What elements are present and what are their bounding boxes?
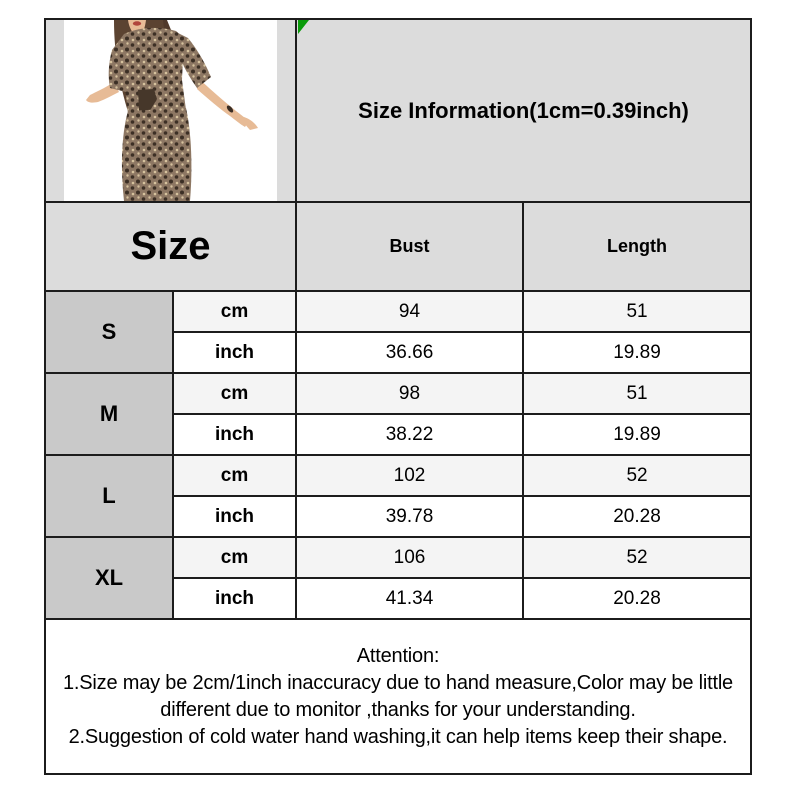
length-cm-s: 51 — [523, 291, 751, 332]
table-row-s-cm — [45, 291, 751, 332]
unit-inch-xl: inch — [173, 578, 296, 619]
attention-note-2: 2.Suggestion of cold water hand washing,it can help items keep their shape. — [68, 725, 728, 748]
attention-note-1: 1.Size may be 2cm/1inch inaccuracy due to hand measure,Color may be little different due to monitor ,thanks for your understanding. — [63, 671, 733, 721]
attention-cell — [45, 619, 751, 774]
table-row-m-cm — [45, 373, 751, 414]
unit-inch-m: inch — [173, 414, 296, 455]
attention-heading: Attention: — [356, 644, 440, 667]
length-cm-xl: 52 — [523, 537, 751, 578]
bust-cm-m: 98 — [296, 373, 523, 414]
bust-column-header: Bust — [296, 202, 523, 291]
size-information-title-cell — [296, 19, 751, 202]
product-photo-cell — [45, 19, 296, 202]
length-cm-m: 51 — [523, 373, 751, 414]
bust-cm-xl: 106 — [296, 537, 523, 578]
column-header-row — [45, 202, 751, 291]
size-label-xl: XL — [45, 537, 173, 619]
size-information-title: Size Information(1cm=0.39inch) — [358, 97, 689, 123]
size-column-header: Size — [45, 202, 296, 291]
unit-cm-s: cm — [173, 291, 296, 332]
attention-row — [45, 619, 751, 774]
length-cm-l: 52 — [523, 455, 751, 496]
size-info-sheet — [0, 18, 800, 800]
bust-inch-m: 38.22 — [296, 414, 523, 455]
bust-cm-l: 102 — [296, 455, 523, 496]
table-row-xl-cm — [45, 537, 751, 578]
size-chart-table — [44, 18, 752, 775]
green-corner-flag-icon — [298, 20, 309, 34]
length-inch-l: 20.28 — [523, 496, 751, 537]
bust-inch-xl: 41.34 — [296, 578, 523, 619]
bust-inch-l: 39.78 — [296, 496, 523, 537]
model-illustration — [64, 20, 277, 201]
size-label-s: S — [45, 291, 173, 373]
table-row-l-cm — [45, 455, 751, 496]
unit-cm-xl: cm — [173, 537, 296, 578]
length-inch-m: 19.89 — [523, 414, 751, 455]
photo-title-row — [45, 19, 751, 202]
length-inch-s: 19.89 — [523, 332, 751, 373]
unit-inch-l: inch — [173, 496, 296, 537]
bust-cm-s: 94 — [296, 291, 523, 332]
product-photo — [64, 20, 277, 201]
length-column-header: Length — [523, 202, 751, 291]
size-label-m: M — [45, 373, 173, 455]
unit-cm-l: cm — [173, 455, 296, 496]
bust-inch-s: 36.66 — [296, 332, 523, 373]
unit-inch-s: inch — [173, 332, 296, 373]
unit-cm-m: cm — [173, 373, 296, 414]
length-inch-xl: 20.28 — [523, 578, 751, 619]
size-label-l: L — [45, 455, 173, 537]
